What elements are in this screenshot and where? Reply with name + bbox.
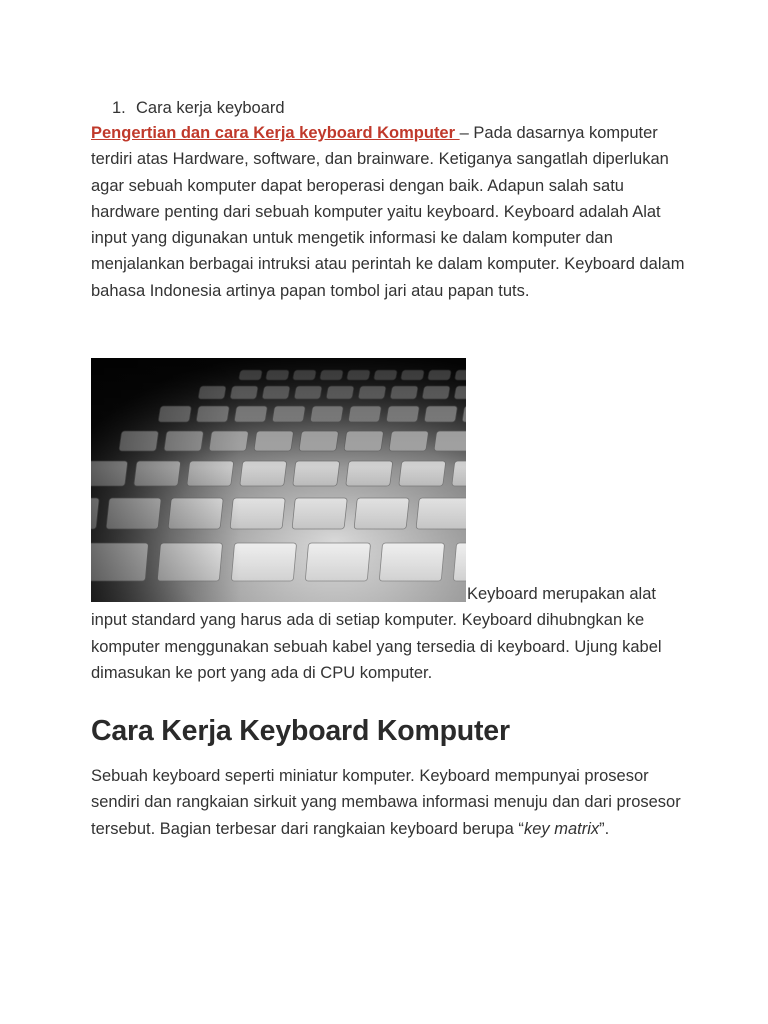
article-link[interactable]: Pengertian dan cara Kerja keyboard Komputer bbox=[91, 124, 460, 142]
section-text-after: ”. bbox=[599, 819, 610, 838]
keyboard-photo: P PINTAR KOMPUTER bbox=[91, 358, 466, 602]
intro-text: – Pada dasarnya komputer terdiri atas Hardware, software, dan brainware. Ketiganya sangatlah diperlukan agar sebuah komputer dapat beroperasi dengan baik. Adapun salah satu hardware penting dari sebuah komputer yaitu keyboard. Keyboard adalah Alat input yang digunakan untuk mengetik informasi ke dalam komputer dan menjalankan berbagai intruksi atau perintah ke dalam komputer. Keyboard dalam bahasa Indonesia artinya papan tombol jari atau papan tuts. bbox=[91, 124, 685, 300]
caption-text: Keyboard merupakan alat input standard yang harus ada di setiap komputer. Keyboard dihubngkan ke komputer menggunakan sebuah kabel yang tersedia di keyboard. Ujung kabel dimasukan ke port yang ada di CPU komputer. bbox=[91, 585, 662, 682]
list-number: 1. bbox=[112, 99, 126, 117]
section-text-emphasis: key matrix bbox=[523, 819, 600, 838]
intro-paragraph bbox=[91, 120, 691, 304]
section-heading: Cara Kerja Keyboard Komputer bbox=[91, 715, 510, 747]
section-paragraph bbox=[91, 763, 691, 842]
caption-paragraph bbox=[91, 581, 691, 686]
section-text-before: Sebuah keyboard seperti miniatur komputer. Keyboard mempunyai prosesor sendiri dan rangkaian sirkuit yang membawa informasi menuju dan dari prosesor tersebut. Bagian terbesar dari rangkaian keyboard berupa “ bbox=[91, 767, 681, 838]
list-label: Cara kerja keyboard bbox=[136, 99, 285, 117]
keyboard-image-svg bbox=[91, 358, 466, 602]
list-item bbox=[112, 97, 285, 119]
